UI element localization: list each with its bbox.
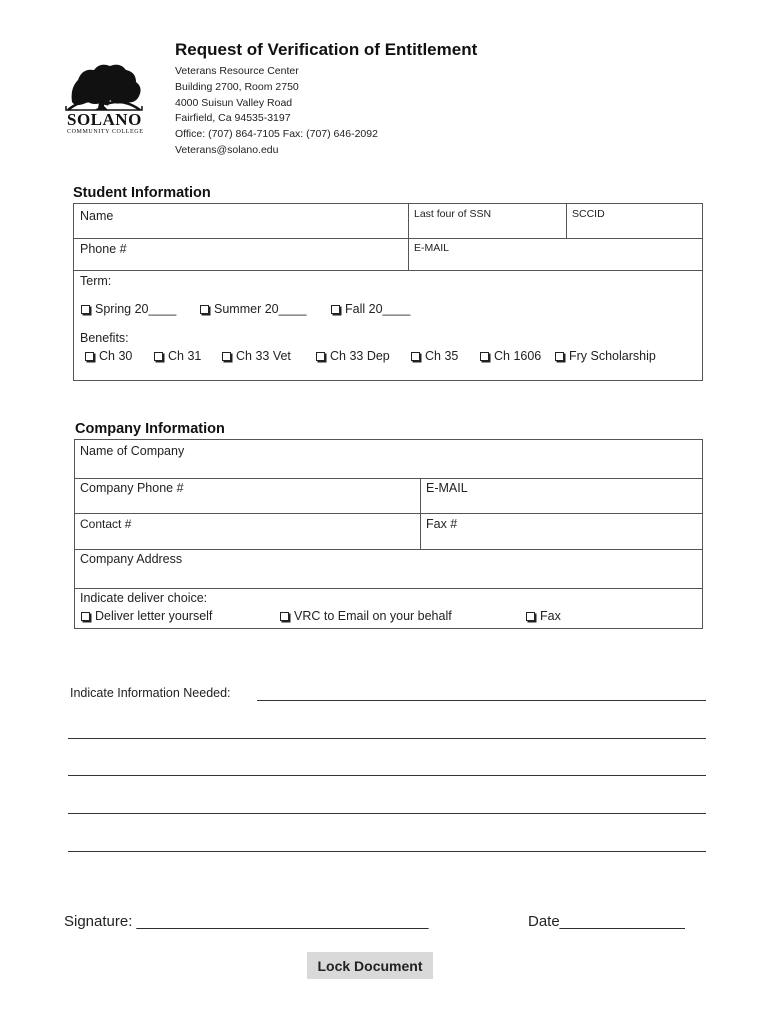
- term-summer-label: Summer 20____: [214, 302, 307, 316]
- info-needed-line[interactable]: [257, 700, 706, 701]
- divider: [75, 549, 702, 550]
- benefit-ch1606-checkbox[interactable]: [480, 349, 541, 363]
- term-fall-checkbox[interactable]: [331, 302, 410, 316]
- term-summer-checkbox[interactable]: [200, 302, 306, 316]
- sccid-field[interactable]: SCCID: [572, 208, 605, 220]
- lock-document-button[interactable]: Lock Document: [307, 952, 433, 979]
- benefit-label: Ch 1606: [494, 349, 542, 363]
- contact-field[interactable]: Contact #: [80, 517, 132, 531]
- checkbox-icon: [200, 305, 209, 314]
- term-fall-label: Fall 20____: [345, 302, 411, 316]
- address-line: Office: (707) 864-7105 Fax: (707) 646-2092: [175, 128, 378, 141]
- company-email-field[interactable]: E-MAIL: [426, 481, 468, 495]
- info-needed-label: Indicate Information Needed:: [70, 686, 231, 700]
- checkbox-icon: [222, 352, 231, 361]
- checkbox-icon: [331, 305, 340, 314]
- benefit-ch30-checkbox[interactable]: [85, 349, 132, 363]
- term-label: Term:: [80, 274, 112, 288]
- student-email-field[interactable]: E-MAIL: [414, 242, 450, 254]
- divider: [420, 478, 421, 549]
- benefit-fry-checkbox[interactable]: [555, 349, 656, 363]
- company-name-field[interactable]: Name of Company: [80, 444, 185, 458]
- deliver-self-checkbox[interactable]: [81, 609, 212, 623]
- address-block: [175, 64, 378, 159]
- info-needed-line[interactable]: [68, 813, 706, 814]
- benefit-ch35-checkbox[interactable]: [411, 349, 458, 363]
- term-spring-checkbox[interactable]: [81, 302, 176, 316]
- deliver-option-label: VRC to Email on your behalf: [294, 609, 452, 623]
- ssn-field[interactable]: Last four of SSN: [414, 208, 492, 220]
- benefit-label: Fry Scholarship: [569, 349, 656, 363]
- checkbox-icon: [81, 305, 90, 314]
- benefit-label: Ch 30: [99, 349, 133, 363]
- deliver-choice-label: Indicate deliver choice:: [80, 591, 208, 605]
- divider: [75, 478, 702, 479]
- checkbox-icon: [85, 352, 94, 361]
- divider: [74, 270, 702, 271]
- student-info-title: Student Information: [73, 185, 211, 201]
- benefits-label: Benefits:: [80, 331, 129, 345]
- company-address-field[interactable]: Company Address: [80, 552, 183, 566]
- checkbox-icon: [316, 352, 325, 361]
- checkbox-icon: [526, 612, 535, 621]
- divider: [566, 204, 567, 238]
- address-line: Fairfield, Ca 94535-3197: [175, 112, 291, 125]
- deliver-option-label: Fax: [540, 609, 561, 623]
- benefit-label: Ch 31: [168, 349, 202, 363]
- company-info-title: Company Information: [75, 421, 225, 437]
- checkbox-icon: [154, 352, 163, 361]
- benefit-label: Ch 33 Dep: [330, 349, 390, 363]
- address-line: Building 2700, Room 2750: [175, 80, 299, 93]
- signature-field[interactable]: Signature: ___________________________________: [64, 913, 429, 930]
- divider: [74, 238, 702, 239]
- date-field[interactable]: Date_______________: [528, 913, 685, 930]
- info-needed-line[interactable]: [68, 775, 706, 776]
- address-line: 4000 Suisun Valley Road: [175, 96, 293, 109]
- checkbox-icon: [411, 352, 420, 361]
- benefit-label: Ch 35: [425, 349, 459, 363]
- benefit-ch33vet-checkbox[interactable]: [222, 349, 291, 363]
- fax-field[interactable]: Fax #: [426, 517, 458, 531]
- benefit-ch31-checkbox[interactable]: [154, 349, 201, 363]
- email-line: Veterans@solano.edu: [175, 143, 279, 156]
- address-line: Veterans Resource Center: [175, 65, 299, 77]
- info-needed-line[interactable]: [68, 738, 706, 739]
- student-info-box: [73, 203, 703, 381]
- divider: [75, 588, 702, 589]
- term-spring-label: Spring 20____: [95, 302, 177, 316]
- checkbox-icon: [280, 612, 289, 621]
- info-needed-line[interactable]: [68, 851, 706, 852]
- benefit-ch33dep-checkbox[interactable]: [316, 349, 390, 363]
- student-name-field[interactable]: Name: [80, 209, 114, 223]
- page-title: Request of Verification of Entitlement: [175, 40, 478, 59]
- company-phone-field[interactable]: Company Phone #: [80, 481, 184, 495]
- checkbox-icon: [555, 352, 564, 361]
- deliver-email-checkbox[interactable]: [280, 609, 452, 623]
- checkbox-icon: [480, 352, 489, 361]
- checkbox-icon: [81, 612, 90, 621]
- deliver-fax-checkbox[interactable]: [526, 609, 561, 623]
- benefit-label: Ch 33 Vet: [236, 349, 291, 363]
- student-phone-field[interactable]: Phone #: [80, 242, 127, 256]
- deliver-option-label: Deliver letter yourself: [95, 609, 213, 623]
- divider: [408, 204, 409, 270]
- logo-name: SOLANO: [67, 110, 142, 129]
- logo-subtitle: COMMUNITY COLLEGE: [67, 129, 144, 135]
- company-info-box: [74, 439, 703, 629]
- divider: [75, 513, 702, 514]
